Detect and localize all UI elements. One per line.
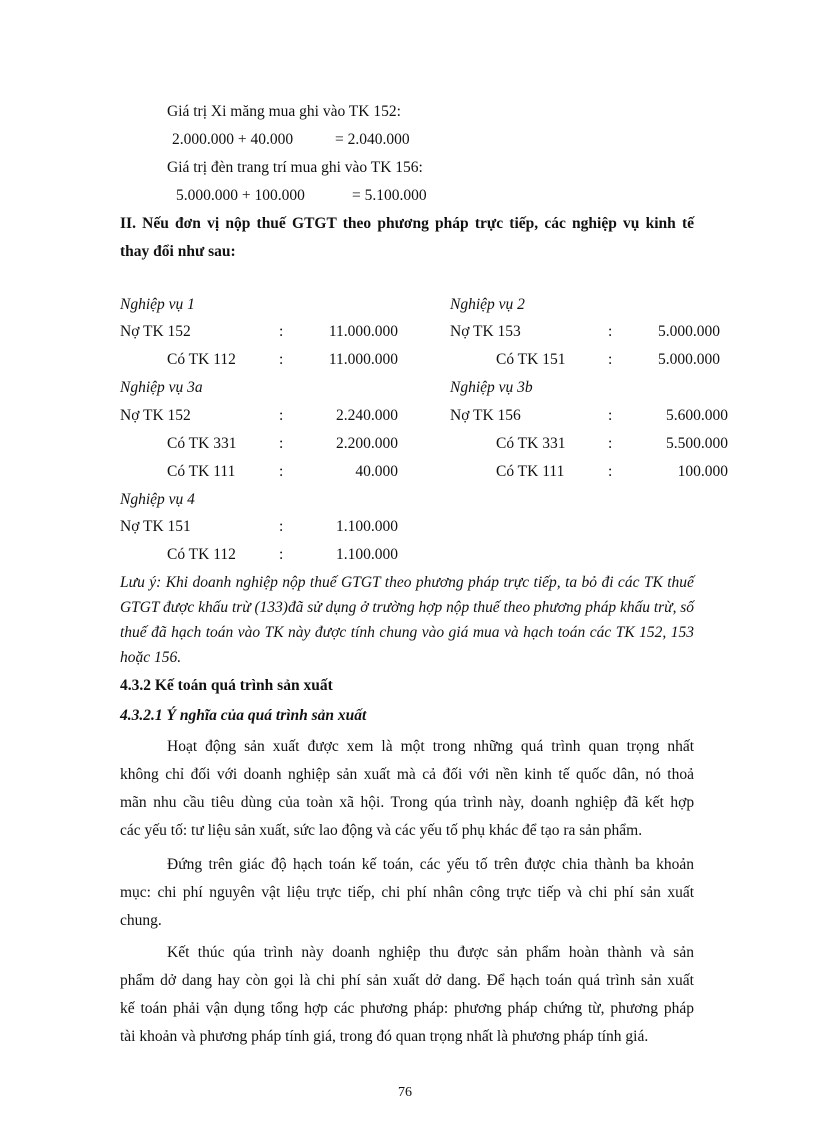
entry-1-debit-colon: :: [279, 323, 284, 340]
para-3-line-3: kế toán phải vận dụng tổng hợp các phương pháp: phương pháp chứng từ, phương pháp: [120, 1000, 694, 1017]
entry-3a-debit-amount: 2.240.000: [336, 407, 398, 424]
intro-line-1: Giá trị Xi măng mua ghi vào TK 152:: [167, 103, 401, 120]
entry-1-credit-amount: 11.000.000: [328, 351, 398, 368]
para-1-line-1: Hoạt động sản xuất được xem là một trong những quá trình quan trọng nhất: [167, 738, 695, 755]
entry-1-title: Nghiệp vụ 1: [120, 296, 195, 313]
entry-3a-credit-1: Có TK 331: [167, 435, 237, 452]
entry-4-title: Nghiệp vụ 4: [120, 491, 195, 508]
entry-2-debit: Nợ TK 153: [450, 323, 521, 340]
entry-3a-credit-2: Có TK 111: [167, 463, 236, 480]
entry-3b-credit-1-colon: :: [608, 435, 613, 452]
entry-3b-credit-2-colon: :: [608, 463, 613, 480]
entry-3b-credit-2: Có TK 111: [496, 463, 565, 480]
entry-1-credit-colon: :: [279, 351, 284, 368]
note-line-1: Lưu ý: Khi doanh nghiệp nộp thuế GTGT theo phương pháp trực tiếp, ta bỏ đi các TK thuế: [120, 574, 694, 591]
para-1-line-2: không chỉ đối với doanh nghiệp sản xuất mà cả đối với nền kinh tế quốc dân, nó thoả: [120, 766, 694, 783]
entry-1-credit: Có TK 112: [167, 351, 236, 368]
intro-calc-1-right: = 2.040.000: [335, 131, 410, 148]
intro-calc-1-left: 2.000.000 + 40.000: [172, 131, 294, 148]
section-2-heading-line-1: II. Nếu đơn vị nộp thuế GTGT theo phương pháp trực tiếp, các nghiệp vụ kinh tế: [120, 215, 695, 232]
intro-calc-2-right: = 5.100.000: [352, 187, 427, 204]
entry-3a-credit-2-amount: 40.000: [355, 463, 398, 480]
para-1-line-3: mãn nhu cầu tiêu dùng của toàn xã hội. Trong qúa trình này, doanh nghiệp đã kết hợp: [120, 794, 695, 811]
entry-3b-debit: Nợ TK 156: [450, 407, 521, 424]
entry-4-credit-colon: :: [279, 546, 284, 563]
entry-1-debit-amount: 11.000.000: [328, 323, 398, 340]
entry-4-credit-amount: 1.100.000: [336, 546, 398, 563]
intro-line-3: Giá trị đèn trang trí mua ghi vào TK 156:: [167, 159, 423, 176]
para-2-line-1: Đứng trên giác độ hạch toán kế toán, các yếu tố trên được chia thành ba khoản: [167, 856, 694, 873]
para-3-line-2: phẩm dở dang hay còn gọi là chi phí sản xuất dở dang. Để hạch toán quá trình sản xuất: [120, 972, 694, 989]
entry-4-debit-amount: 1.100.000: [336, 518, 398, 535]
entry-2-debit-colon: :: [608, 323, 613, 340]
note-line-3: thuế đã hạch toán vào TK này được tính chung vào giá mua và hạch toán các TK 152, 153: [120, 624, 695, 641]
entry-3a-title: Nghiệp vụ 3a: [120, 379, 203, 396]
section-4-3-2-heading: 4.3.2 Kế toán quá trình sản xuất: [120, 677, 333, 694]
page-number: 76: [398, 1085, 412, 1100]
section-4-3-2-1-subheading: 4.3.2.1 Ý nghĩa của quá trình sản xuất: [120, 707, 367, 724]
entry-4-debit: Nợ TK 151: [120, 518, 191, 535]
entry-3b-credit-1: Có TK 331: [496, 435, 566, 452]
section-2-heading-line-2: thay đổi như sau:: [120, 243, 236, 260]
para-2-line-3: chung.: [120, 912, 162, 929]
para-3-line-1: Kết thúc qúa trình này doanh nghiệp thu được sản phẩm hoàn thành và sản: [167, 944, 694, 961]
entry-3b-credit-2-amount: 100.000: [677, 463, 728, 480]
entry-3a-credit-2-colon: :: [279, 463, 284, 480]
para-1-line-4: các yếu tố: tư liệu sản xuất, sức lao động và các yếu tố phụ khác để tạo ra sản phẩm.: [120, 822, 643, 839]
entry-3a-credit-1-colon: :: [279, 435, 284, 452]
para-2-line-2: mục: chi phí nguyên vật liệu trực tiếp, chi phí nhân công trực tiếp và chi phí sản xuất: [120, 884, 695, 901]
entry-2-credit: Có TK 151: [496, 351, 566, 368]
para-3-line-4: tài khoản và phương pháp tính giá, trong đó quan trọng nhất là phương pháp tính giá.: [120, 1028, 649, 1045]
entry-2-title: Nghiệp vụ 2: [450, 296, 525, 313]
note-line-2: GTGT được khấu trừ (133)đã sử dụng ở trường hợp nộp thuế theo phương pháp khấu trừ, số: [120, 599, 695, 616]
entry-3b-title: Nghiệp vụ 3b: [450, 379, 533, 396]
entry-4-credit: Có TK 112: [167, 546, 236, 563]
entry-4-debit-colon: :: [279, 518, 284, 535]
entry-3a-debit: Nợ TK 152: [120, 407, 191, 424]
entry-3a-credit-1-amount: 2.200.000: [336, 435, 398, 452]
entry-2-debit-amount: 5.000.000: [658, 323, 720, 340]
entry-3b-debit-amount: 5.600.000: [666, 407, 728, 424]
entry-3b-credit-1-amount: 5.500.000: [666, 435, 728, 452]
entry-3a-debit-colon: :: [279, 407, 284, 424]
entry-2-credit-amount: 5.000.000: [658, 351, 720, 368]
intro-calc-2-left: 5.000.000 + 100.000: [176, 187, 305, 204]
entry-2-credit-colon: :: [608, 351, 613, 368]
entry-1-debit: Nợ TK 152: [120, 323, 191, 340]
entry-3b-debit-colon: :: [608, 407, 613, 424]
note-line-4: hoặc 156.: [120, 649, 182, 666]
